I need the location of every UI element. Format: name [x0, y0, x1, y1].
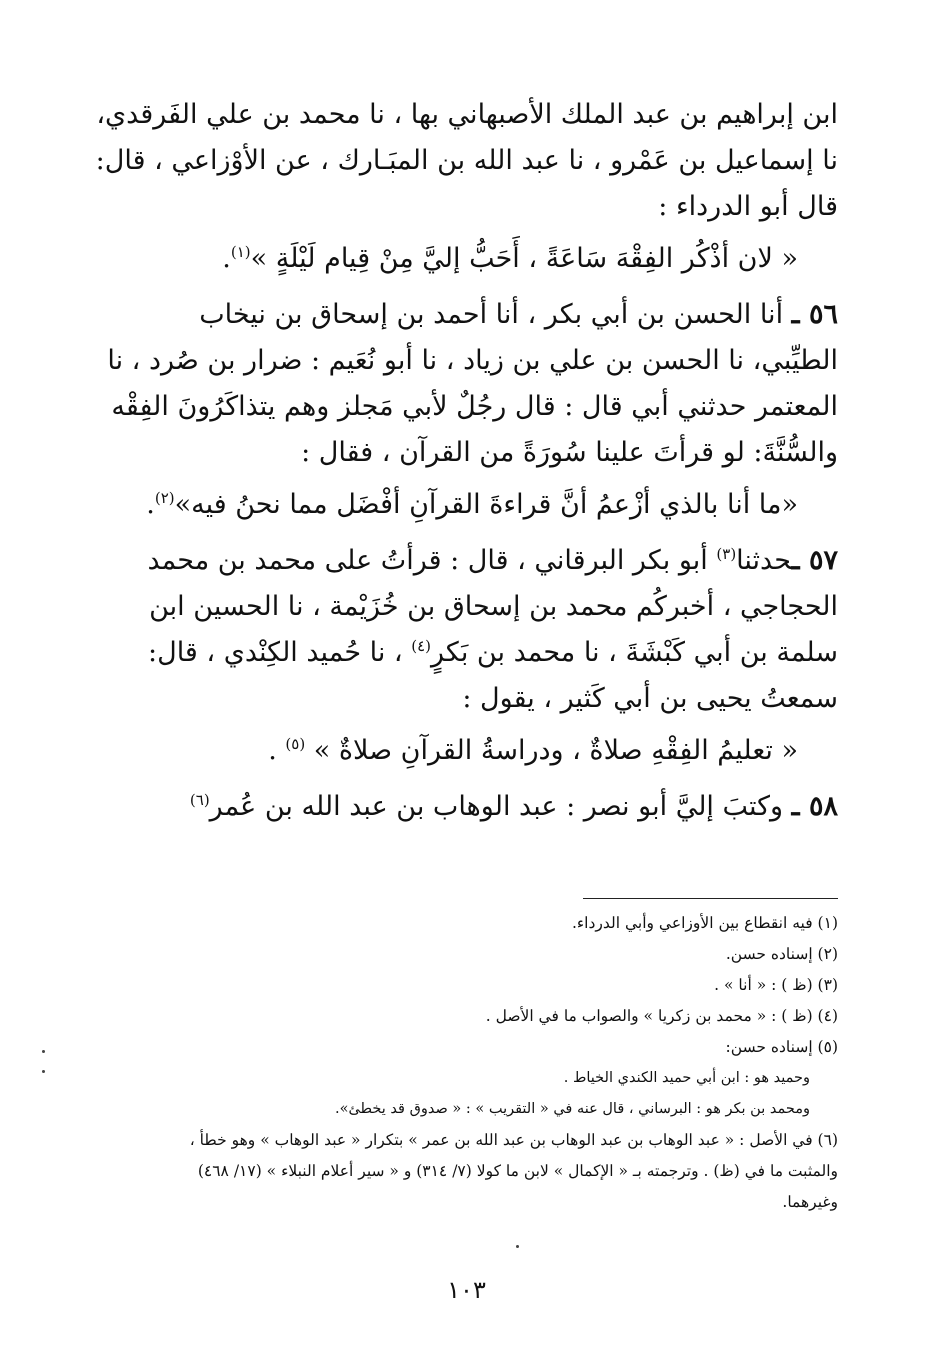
text-part: سلمة بن أبي كَبْشَةَ ، نا محمد بن بَكرٍ: [431, 637, 838, 668]
footnote-ref: (٤): [411, 637, 432, 655]
text-part: ، نا حُميد الكِنْدي ، قال:: [147, 637, 403, 668]
footnote-6-cont: والمثبت ما في (ظ) . وترجمته بـ « الإكمال » لابن ما كولا (٧/ ٣١٤) و « سير أعلام النبلاء » (١٧/ ٤٦٨): [197, 1162, 838, 1180]
entry-number: ٥٦ ـ: [791, 299, 838, 330]
quote-text: « لان أذْكُر الفِقْهَ سَاعَةً ، أَحَبُّ إليَّ مِنْ قِيام لَيْلَةٍ »: [250, 243, 798, 274]
footnote-ref: (١): [230, 243, 251, 261]
page-number: ١٠٣: [447, 1276, 486, 1304]
entry-56: [93, 292, 838, 338]
quote-text: « تعليمُ الفِقْهِ صلاةٌ ، ودراسةُ القرآنِ صلاةٌ »: [313, 735, 798, 766]
scan-speck: [42, 1070, 45, 1073]
quote-1: [93, 236, 838, 282]
footnote-5: (٥) إسناده حسن:: [725, 1038, 838, 1056]
footnote-6-cont: وغيرهما.: [782, 1193, 838, 1211]
text-line: الحجاجي ، أخبركُم محمد بن إسحاق بن خُزَيْمة ، نا الحسين ابن: [149, 591, 838, 622]
quote-end: .: [146, 489, 155, 520]
text-line: سمعتُ يحيى بن أبي كَثير ، يقول :: [462, 683, 838, 714]
footnote-divider: [583, 898, 838, 899]
text-line: الطيِّبي، نا الحسن بن علي بن زياد ، نا أبو نُعَيم : ضرار بن صُرد ، نا: [107, 345, 838, 376]
entry-number: ٥٨ ـ: [791, 791, 838, 822]
footnote-4: (٤) (ظ ) : « محمد بن زكريا » والصواب ما في الأصل .: [485, 1007, 838, 1025]
footnote-ref: (٦): [189, 791, 210, 809]
quote-end: .: [268, 735, 277, 766]
text-line-3: [93, 630, 838, 676]
footnote-ref: (٥): [285, 735, 306, 753]
footnotes: [93, 908, 838, 1218]
entry-57: [93, 538, 838, 584]
text-line: أنا الحسن بن أبي بكر ، أنا أحمد بن إسحاق بن نيخاب: [199, 299, 784, 330]
scan-speck: [516, 1245, 519, 1248]
quote-end: .: [222, 243, 231, 274]
text-word: حدثنا: [736, 545, 792, 576]
footnote-1: (١) فيه انقطاع بين الأوزاعي وأبي الدرداء.: [571, 914, 838, 932]
main-text: [93, 92, 838, 830]
text-line: والسُّنَّةَ: لو قرأتَ علينا سُورَةً من القرآن ، فقال :: [301, 437, 838, 468]
quote-3: [93, 728, 838, 774]
footnote-3: (٣) (ظ ) : « أنا » .: [714, 976, 838, 994]
quote-2: [93, 482, 838, 528]
text-line: نا إسماعيل بن عَمْرو ، نا عبد الله بن المبَـارك ، عن الأوْزاعي ، قال:: [95, 145, 838, 176]
text-line: وكتبَ إليَّ أبو نصر : عبد الوهاب بن عبد الله بن عُمر: [209, 791, 784, 822]
text-line: قال أبو الدرداء :: [658, 191, 838, 222]
footnote-ref: (٣): [716, 545, 737, 563]
entry-58: [93, 784, 838, 830]
footnote-5-detail: ومحمد بن بكر هو : البرساني ، قال عنه في « التقريب » : « صدوق قد يخطئ».: [334, 1101, 810, 1117]
footnote-5-detail: وحميد هو : ابن أبي حميد الكندي الخياط .: [563, 1070, 810, 1086]
text-line: ابن إبراهيم بن عبد الملك الأصبهاني بها ، نا محمد بن علي الفَرقدي،: [96, 99, 838, 130]
footnote-ref: (٢): [154, 489, 175, 507]
footnote-6: (٦) في الأصل : « عبد الوهاب بن عبد الوهاب بن عبد الله بن عمر » بتكرار « عبد الوهاب » وهو خطأ ،: [189, 1131, 838, 1149]
quote-text: «ما أنا بالذي أزْعمُ أنَّ قراءةَ القرآنِ أفْضَل مما نحنُ فيه»: [174, 489, 798, 520]
scan-speck: [42, 1050, 45, 1053]
entry-number: ٥٧ ـ: [791, 545, 838, 576]
footnote-2: (٢) إسناده حسن.: [725, 945, 838, 963]
text-line: المعتمر حدثني أبي قال : قال رجُلٌ لأبي مَجلز وهم يتذاكَرُونَ الفِقْه: [111, 391, 838, 422]
text-line: أبو بكر البرقاني ، قال : قرأتُ على محمد بن محمد: [147, 545, 708, 576]
